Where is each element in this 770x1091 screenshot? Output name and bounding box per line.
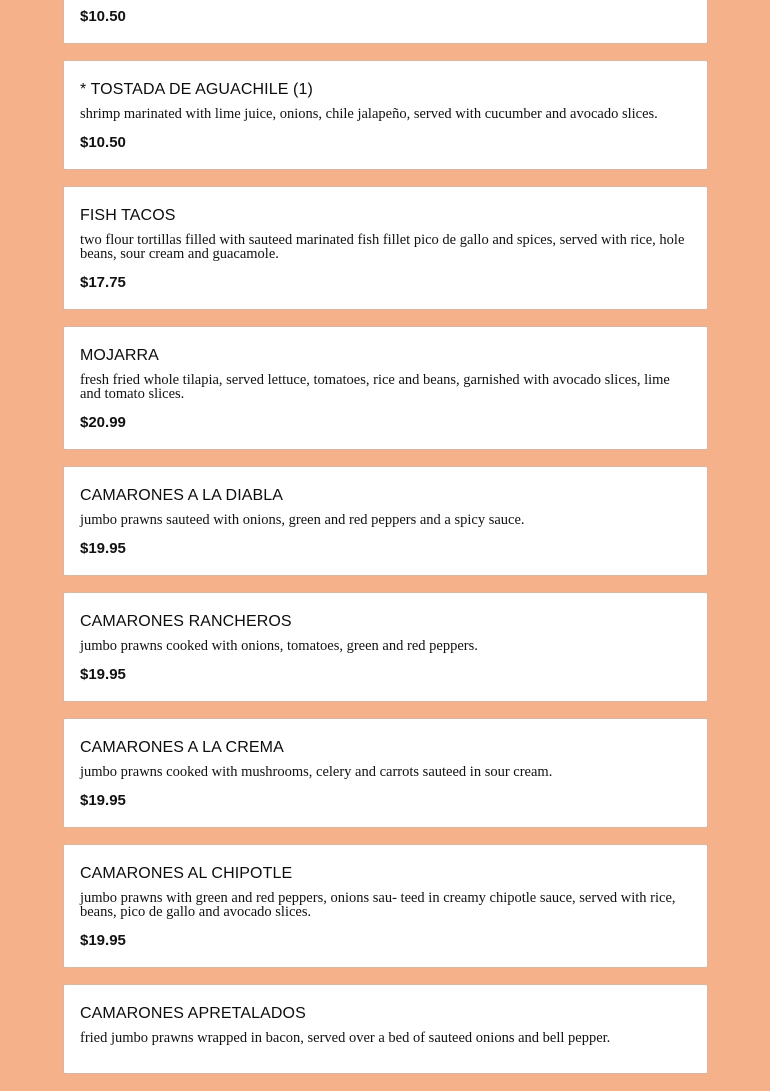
menu-item-name: CAMARONES A LA DIABLA (80, 487, 284, 504)
menu-item-card[interactable] (63, 60, 708, 170)
menu-item-description: two flour tortillas filled with sauteed marinated fish fillet pico de gallo and spices, served with rice, hole beans, sour cream and guacamole. (80, 232, 685, 262)
menu-item-price: $19.95 (80, 540, 126, 557)
menu-item-description: jumbo prawns cooked with onions, tomatoes, green and red peppers. (80, 638, 478, 654)
menu-item-price: $20.99 (80, 414, 126, 431)
menu-item-name: CAMARONES APRETALADOS (80, 1005, 306, 1022)
menu-item-card[interactable] (63, 186, 708, 310)
menu-item-card[interactable] (63, 326, 708, 450)
menu-item-name: FISH TACOS (80, 207, 176, 224)
menu-item-card[interactable] (63, 844, 708, 968)
menu-item-card[interactable] (63, 466, 708, 576)
menu-item-description: fried jumbo prawns wrapped in bacon, served over a bed of sauteed onions and bell pepper. (80, 1030, 611, 1046)
menu-item-description: jumbo prawns with green and red peppers, onions sau- teed in creamy chipotle sauce, served with rice, beans, pico de gallo and avocado slices. (80, 890, 676, 920)
menu-item-price: $19.95 (80, 666, 126, 683)
menu-item-description: jumbo prawns sauteed with onions, green and red peppers and a spicy sauce. (80, 512, 525, 528)
menu-item-name: CAMARONES RANCHEROS (80, 613, 292, 630)
menu-item-price: $10.50 (80, 134, 126, 151)
menu-item-name: MOJARRA (80, 347, 159, 364)
menu-item-card[interactable] (63, 718, 708, 828)
menu-item-name: CAMARONES AL CHIPOTLE (80, 865, 293, 882)
menu-item-description: jumbo prawns cooked with mushrooms, celery and carrots sauteed in sour cream. (80, 764, 553, 780)
menu-list (63, 0, 708, 1090)
menu-item-card[interactable] (63, 592, 708, 702)
menu-item-card[interactable] (63, 0, 708, 44)
menu-item-price: $19.95 (80, 932, 126, 949)
menu-item-description: shrimp marinated with lime juice, onions, chile jalapeño, served with cucumber and avocado slices. (80, 106, 658, 122)
menu-item-description: fresh fried whole tilapia, served lettuce, tomatoes, rice and beans, garnished with avocado slices, lime and tomato slices. (80, 372, 670, 402)
menu-item-card[interactable] (63, 984, 708, 1074)
menu-item-name: * TOSTADA DE AGUACHILE (1) (80, 81, 313, 98)
menu-item-name: CAMARONES A LA CREMA (80, 739, 284, 756)
menu-item-price: $17.75 (80, 274, 126, 291)
menu-item-price: $10.50 (80, 8, 126, 25)
menu-item-price: $19.95 (80, 792, 126, 809)
